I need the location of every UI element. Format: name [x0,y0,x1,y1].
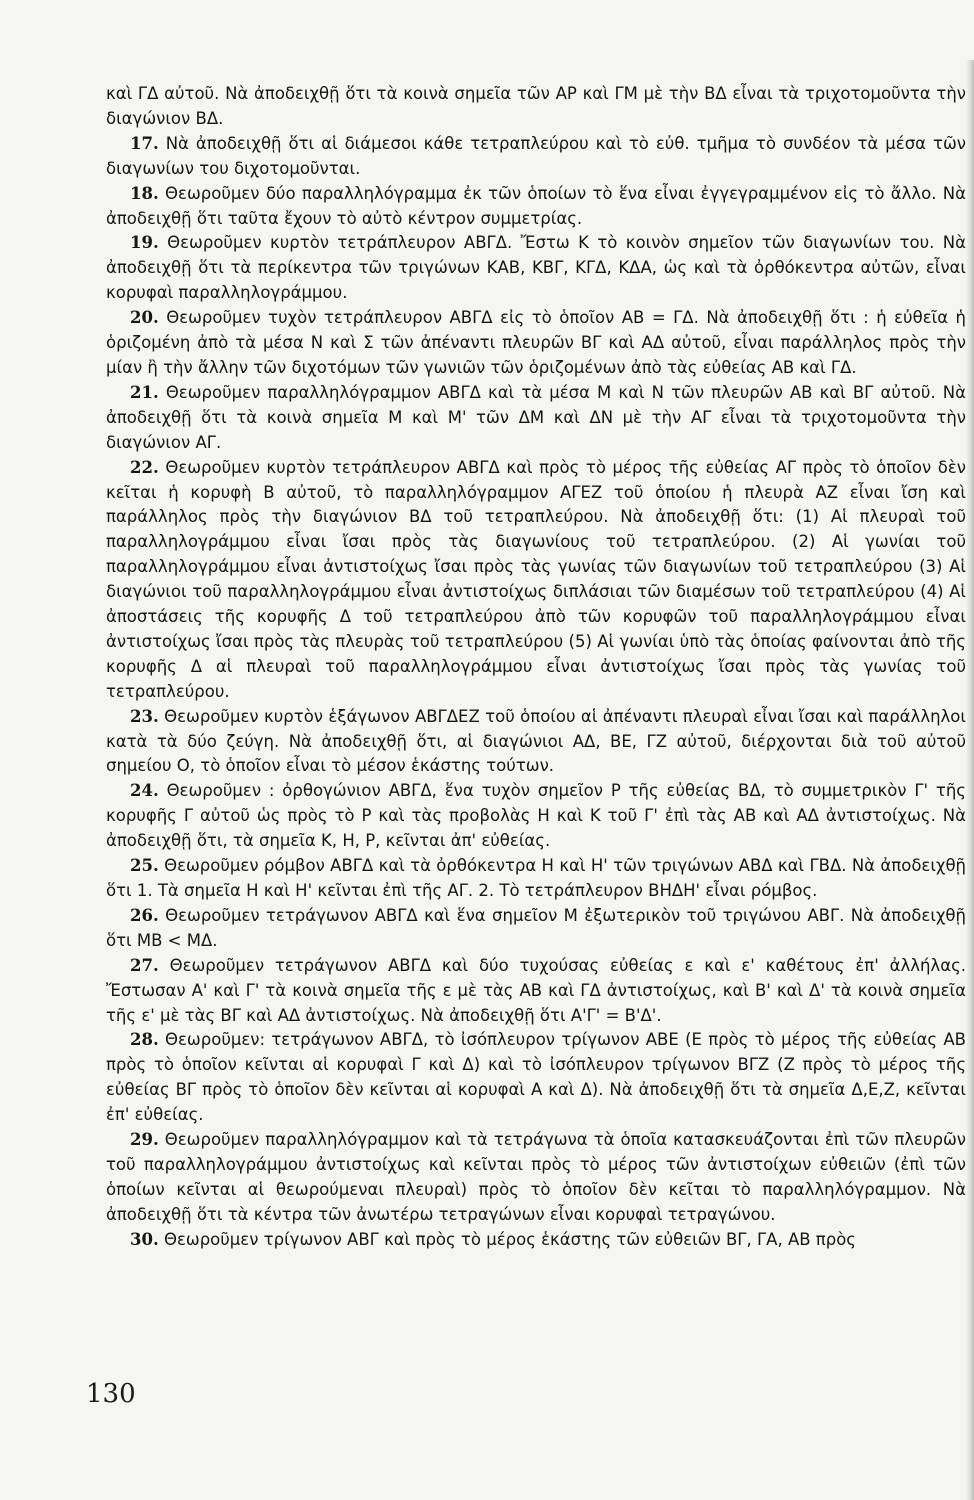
exercise-number: 29. [130,1130,159,1150]
exercise-paragraph [106,182,966,232]
intro-paragraph: καὶ ΓΔ αὐτοῦ. Νὰ ἀποδειχθῇ ὅτι τὰ κοινὰ σημεῖα τῶν ΑΡ καὶ ΓΜ μὲ τὴν ΒΔ εἶναι τὰ τριχοτομοῦντα τὴν διαγώνιον ΒΔ. [106,84,966,128]
exercise-statement: Θεωροῦμεν τυχὸν τετράπλευρον ΑΒΓΔ εἰς τὸ ὁποῖον ΑΒ = ΓΔ. Νὰ ἀποδειχθῇ ὅτι : ἡ εὐθεῖα ἡ ὁριζομένη ἀπὸ τὰ μέσα Ν καὶ Σ τῶν ἀπέναντι πλευρῶν ΒΓ καὶ ΑΔ αὐτοῦ, εἶναι παράλληλος πρὸς τὴν μίαν ἢ τὴν ἄλλην τῶν διχοτόμων τῶν γωνιῶν τῶν ὁριζομένων ἀπὸ τὰς εὐθείας ΑΒ καὶ ΓΔ. [106,308,967,377]
exercise-statement: Θεωροῦμεν κυρτὸν ἑξάγωνον ΑΒΓΔΕΖ τοῦ ὁποίου αἱ ἀπέναντι πλευραὶ εἶναι ἴσαι καὶ παράλληλοι κατὰ τὰ δύο ζεύγη. Νὰ ἀποδειχθῇ ὅτι, αἱ διαγώνιοι ΑΔ, ΒΕ, ΓΖ αὐτοῦ, διέρχονται διὰ τοῦ αὐτοῦ σημείου Ο, τὸ ὁποῖον εἶναι τὸ μέσον ἑκάστης τούτων. [106,706,966,776]
exercise-statement: Θεωροῦμεν τρίγωνον ΑΒΓ καὶ πρὸς τὸ μέρος ἑκάστης τῶν εὐθειῶν ΒΓ, ΓΑ, ΑΒ πρὸς [163,1229,856,1249]
exercise-number: 22. [130,457,159,477]
exercise-number: 23. [130,706,159,726]
exercise-paragraph [106,456,966,705]
exercise-statement: Νὰ ἀποδειχθῇ ὅτι αἱ διάμεσοι κάθε τετραπλεύρου καὶ τὸ εὐθ. τμῆμα τὸ συνδέον τὰ μέσα τῶν διαγωνίων του διχοτομοῦνται. [106,133,966,178]
exercise-statement: Θεωροῦμεν παραλληλόγραμμον καὶ τὰ τετράγωνα τὰ ὁποῖα κατασκευάζονται ἐπὶ τῶν πλευρῶν τοῦ παραλληλογράμμου ἀντιστοίχως καὶ κεῖνται πρὸς τὸ μέρος τῶν ἀντιστοίχων εὐθειῶν (ἐπὶ τῶν ὁποίων κεῖνται αἱ θεωρούμεναι πλευραὶ) πρὸς τὸ ὁποῖον δὲν κεῖται τὸ παραλληλόγραμμον. Νὰ ἀποδειχθῇ ὅτι τὰ κέντρα τῶν ἀνωτέρω τετραγώνων εἶναι κορυφαὶ τετραγώνου. [106,1130,966,1224]
exercise-text-block [106,82,966,1253]
exercise-statement: Θεωροῦμεν : ὀρθογώνιον ΑΒΓΔ, ἕνα τυχὸν σημεῖον Ρ τῆς εὐθείας ΒΔ, τὸ συμμετρικὸν Γ' τῆς κορυφῆς Γ αὐτοῦ ὡς πρὸς τὸ Ρ καὶ τὰς προβολὰς Η καὶ Κ τοῦ Γ' ἐπὶ τὰς ΑΒ καὶ ΑΔ ἀντιστοίχως. Νὰ ἀποδειχθῇ ὅτι, τὰ σημεῖα Κ, Η, Ρ, κεῖνται ἀπ' εὐθείας. [106,781,966,851]
exercise-number: 25. [130,856,159,876]
exercise-number: 18. [130,183,159,203]
exercise-number: 26. [130,905,159,925]
exercise-paragraph [106,231,966,306]
exercise-statement: Θεωροῦμεν κυρτὸν τετράπλευρον ΑΒΓΔ καὶ πρὸς τὸ μέρος τῆς εὐθείας ΑΓ πρὸς τὸ ὁποῖον δὲν κεῖται ἡ κορυφὴ Β αὐτοῦ, τὸ παραλληλόγραμμον ΑΓΕΖ τοῦ ὁποίου ἡ πλευρὰ ΑΖ εἶναι ἴση καὶ παράλληλος πρὸς τὴν διαγώνιον ΒΔ τοῦ τετραπλεύρου. Νὰ ἀποδειχθῇ ὅτι: (1) Αἱ πλευραὶ τοῦ παραλληλογράμμου εἶναι ἴσαι πρὸς τὰς διαγωνίους τοῦ τετραπλεύρου. (2) Αἱ γωνίαι τοῦ παραλληλογράμμου εἶναι ἀντιστοίχως ἴσαι πρὸς τὰς γωνίας τῶν διαγωνίων τοῦ τετραπλεύρου (3) Αἱ διαγώνιοι τοῦ παραλληλογράμμου εἶναι ἀντιστοίχως διπλάσιαι τῶν διαμέσων τοῦ τετραπλεύρου (4) Αἱ ἀποστάσεις τῆς κορυφῆς Δ τοῦ τετραπλεύρου ἀπὸ τῶν κορυφῶν τοῦ παραλληλογράμμου εἶναι ἀντιστοίχως ἴσαι πρὸς τὰς πλευρὰς τοῦ τετραπλεύρου (5) Αἱ γωνίαι ὑπὸ τὰς ὁποίας φαίνονται ἀπὸ τῆς κορυφῆς Δ αἱ πλευραὶ τοῦ παραλληλογράμμου εἶναι ἀντιστοίχως ἴσαι πρὸς τὰς γωνίας τοῦ τετραπλεύρου. [106,457,967,701]
exercise-paragraph [106,1228,966,1253]
exercise-statement: Θεωροῦμεν: τετράγωνον ΑΒΓΔ, τὸ ἰσόπλευρον τρίγωνον ΑΒΕ (Ε πρὸς τὸ μέρος τῆς εὐθείας ΑΒ πρὸς τὸ ὁποῖον κεῖνται αἱ κορυφαὶ Γ καὶ Δ) καὶ τὸ ἰσόπλευρον τρίγωνον ΒΓΖ (Ζ πρὸς τὸ μέρος τῆς εὐθείας ΒΓ πρὸς τὸ ὁποῖον δὲν κεῖνται αἱ κορυφαὶ Α καὶ Δ). Νὰ ἀποδειχθῇ ὅτι τὰ σημεῖα Δ,Ε,Ζ, κεῖνται ἐπ' εὐθείας. [106,1030,966,1125]
exercise-statement: Θεωροῦμεν παραλληλόγραμμον ΑΒΓΔ καὶ τὰ μέσα Μ καὶ Ν τῶν πλευρῶν ΑΒ καὶ ΒΓ αὐτοῦ. Νὰ ἀποδειχθῇ ὅτι τὰ κοινὰ σημεῖα Μ καὶ Μ' τῶν ΔΜ καὶ ΔΝ μὲ τὴν ΑΓ εἶναι τὰ τριχοτομοῦντα τὴν διαγώνιον ΑΓ. [106,382,967,452]
exercise-paragraph [106,306,966,381]
exercise-number: 19. [130,233,159,253]
exercise-paragraph [106,779,966,854]
exercise-paragraph [106,705,966,780]
exercise-statement: Θεωροῦμεν ρόμβον ΑΒΓΔ καὶ τὰ ὀρθόκεντρα Η καὶ Η' τῶν τριγώνων ΑΒΔ καὶ ΓΒΔ. Νὰ ἀποδειχθῇ ὅτι 1. Τὰ σημεῖα Η καὶ Η' κεῖνται ἐπὶ τῆς ΑΓ. 2. Τὸ τετράπλευρον ΒΗΔΗ' εἶναι ρόμβος. [106,856,966,900]
exercise-paragraph [106,132,966,182]
exercise-number: 17. [130,133,159,153]
exercise-paragraph [106,904,966,954]
exercise-statement: Θεωροῦμεν τετράγωνον ΑΒΓΔ καὶ δύο τυχούσας εὐθείας ε καὶ ε' καθέτους ἐπ' ἀλλήλας. Ἔστωσαν Α' καὶ Γ' τὰ κοινὰ σημεῖα τῆς ε μὲ τὰς ΑΒ καὶ ΓΔ ἀντιστοίχως, καὶ Β' καὶ Δ' τὰ κοινὰ σημεῖα τῆς ε' μὲ τὰς ΒΓ καὶ ΑΔ ἀντιστοίχως. Νὰ ἀποδειχθῇ ὅτι Α'Γ' = Β'Δ'. [106,955,967,1025]
exercise-number: 24. [130,781,159,801]
exercise-number: 30. [130,1229,159,1249]
exercise-paragraph [106,1128,966,1228]
exercise-number: 28. [130,1030,159,1050]
exercise-number: 27. [130,955,159,975]
page-number: 130 [86,1379,136,1409]
exercise-paragraph [106,954,966,1029]
exercise-statement: Θεωροῦμεν κυρτὸν τετράπλευρον ΑΒΓΔ. Ἔστω Κ τὸ κοινὸν σημεῖον τῶν διαγωνίων του. Νὰ ἀποδειχθῇ ὅτι τὰ περίκεντρα τῶν τριγώνων ΚΑΒ, ΚΒΓ, ΚΓΔ, ΚΔΑ, ὡς καὶ τὰ ὀρθόκεντρα αὐτῶν, εἶναι κορυφαὶ παραλληλογράμμου. [106,233,966,303]
exercise-paragraph [106,854,966,904]
page-edge-shadow [966,60,974,1500]
exercise-paragraph [106,1028,966,1128]
exercise-statement: Θεωροῦμεν δύο παραλληλόγραμμα ἐκ τῶν ὁποίων τὸ ἕνα εἶναι ἐγγεγραμμένον εἰς τὸ ἄλλο. Νὰ ἀποδειχθῇ ὅτι ταῦτα ἔχουν τὸ αὐτὸ κέντρον συμμετρίας. [106,183,967,228]
exercise-statement: Θεωροῦμεν τετράγωνον ΑΒΓΔ καὶ ἕνα σημεῖον Μ ἐξωτερικὸν τοῦ τριγώνου ΑΒΓ. Νὰ ἀποδειχθῇ ὅτι ΜΒ < ΜΔ. [106,905,966,950]
exercise-number: 21. [130,382,159,402]
exercise-number: 20. [130,308,159,328]
exercise-paragraph [106,381,966,456]
exercise-list [106,132,966,1253]
